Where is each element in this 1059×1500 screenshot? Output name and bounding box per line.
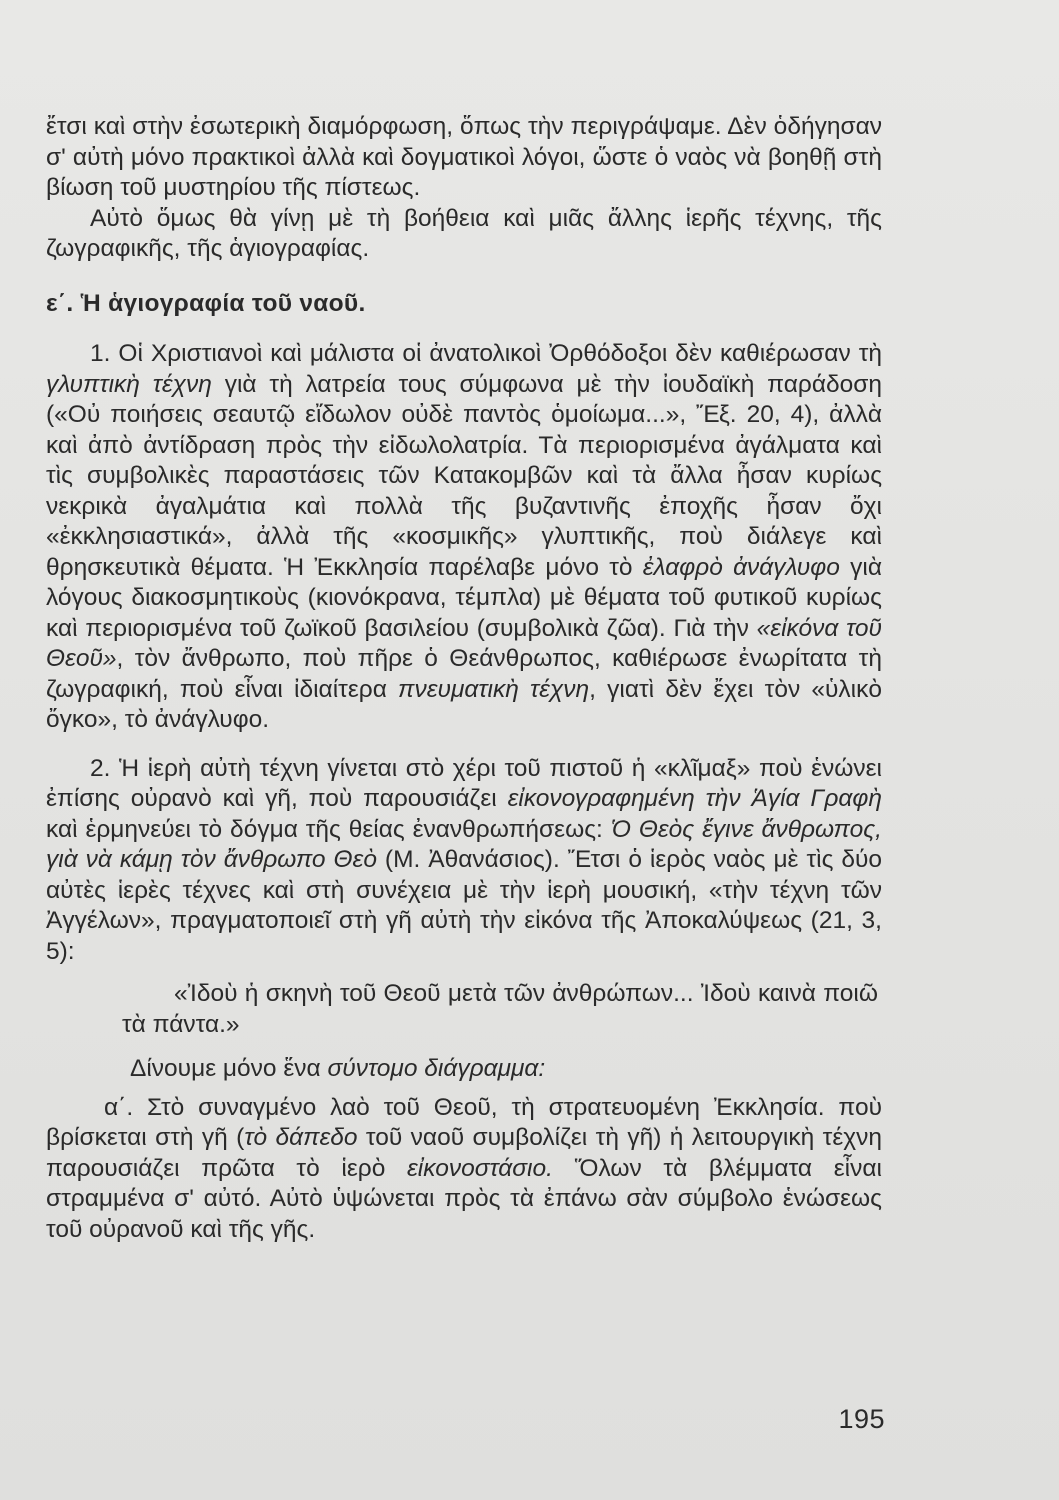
p3-text-2: καὶ ἑρμηνεύει τὸ δόγμα τῆς θείας ἐνανθρωπήσεως: — [46, 815, 611, 843]
diagram-intro — [46, 1054, 882, 1085]
paragraph-iconography-intro: Αὐτὸ ὅμως θὰ γίνῃ μὲ τὴ βοήθεια καὶ μιᾶς ἄλλης ἱερῆς τέχνης, τῆς ζωγραφικῆς, τῆς ἁγιογραφίας. — [46, 204, 882, 262]
scripture-quote: «Ἰδοὺ ἡ σκηνὴ τοῦ Θεοῦ μετὰ τῶν ἀνθρώπων... Ἰδοὺ καινὰ ποιῶ τὰ πάντα.» — [122, 980, 878, 1038]
p2-text-5: , γιατὶ δὲν ἔχει τὸν «ὑλικὸ ὄγκο», τὸ ἀνάγλυφο. — [46, 675, 882, 733]
diagram-item-a — [46, 1093, 882, 1246]
p3-emphasis-1: εἰκονογραφημένη τὴν Ἁγία Γραφὴ — [507, 785, 882, 812]
p3-text-1: 2. Ἡ ἱερὴ αὐτὴ τέχνη γίνεται στὸ χέρι τοῦ πιστοῦ ἡ «κλῖμαξ» ποὺ ἑνώνει ἐπίσης οὐρανὸ καὶ γῆ, ποὺ παρουσιάζει — [46, 754, 882, 812]
p2-text-1: 1. Οἱ Χριστιανοὶ καὶ μάλιστα οἱ ἀνατολικοὶ Ὀρθόδοξοι δὲν καθιέρωσαν τὴ — [90, 340, 882, 367]
p5-emphasis-1: τὸ δάπεδο — [244, 1124, 358, 1151]
text-column — [46, 112, 882, 1245]
page-number: 195 — [838, 1404, 885, 1434]
paragraph-1 — [46, 339, 882, 736]
paragraph-continuation: ἔτσι καὶ στὴν ἐσωτερικὴ διαμόρφωση, ὅπως τὴν περιγράψαμε. Δὲν ὁδήγησαν σ' αὐτὴ μόνο πρακτικοὶ ἀλλὰ καὶ δογματικοὶ λόγοι, ὥστε ὁ ναὸς νὰ βοηθῇ στὴ βίωση τοῦ μυστηρίου τῆς πίστεως. — [46, 113, 882, 201]
p2-text-2: γιὰ τὴ λατρεία τους σύμφωνα μὲ τὴν ἰουδαϊκὴ παράδοση («Οὐ ποιήσεις σεαυτῷ εἴδωλον οὐδὲ παντὸς ὁμοίωμα...», Ἔξ. 20, 4), ἀλλὰ καὶ ἀπὸ ἀντίδραση πρὸς τὴν εἰδωλολατρία. Τὰ περιορισμένα ἀγάλματα καὶ τὶς συμβολικὲς παραστάσεις τῶν Κατακομβῶν καὶ τὰ ἄλλα ἦσαν κυρίως νεκρικὰ ἀγαλμάτια καὶ πολλὰ τῆς βυζαντινῆς ἐποχῆς ἦσαν ὄχι «ἐκκλησιαστικά», ἀλλὰ τῆς «κοσμικῆς» γλυπτικῆς, ποὺ διάλεγε καὶ θρησκευτικὰ θέματα. Ἡ Ἐκκλησία παρέλαβε μόνο τὸ — [46, 370, 882, 581]
p3-emphasis-2: Ὁ Θεὸς ἔγινε ἄνθρωπος, γιὰ νὰ κάμῃ τὸν ἄνθρωπο Θεὸ — [46, 815, 882, 873]
p5-emphasis-2: εἰκονοστάσιο. — [407, 1154, 553, 1182]
p2-emphasis-4: πνευματικὴ τέχνη — [398, 675, 590, 703]
p2-emphasis-3: «εἰκόνα τοῦ Θεοῦ» — [46, 614, 882, 672]
p4-text-1: Δίνουμε μόνο ἕνα — [130, 1055, 328, 1082]
paragraph-2 — [46, 754, 882, 968]
p5-text-2: τοῦ ναοῦ συμβολίζει τὴ γῆ) ἡ λειτουργικὴ τέχνη παρουσιάζει πρῶτα τὸ ἱερὸ — [46, 1124, 882, 1182]
p2-emphasis-2: ἐλαφρὸ ἀνάγλυφο — [642, 553, 840, 581]
p5-text-3: Ὅλων τὰ βλέμματα εἶναι στραμμένα σ' αὐτό. Αὐτὸ ὑψώνεται πρὸς τὰ ἐπάνω σὰν σύμβολο ἑνώσεως τοῦ οὐρανοῦ καὶ τῆς γῆς. — [46, 1154, 882, 1243]
p2-emphasis-1: γλυπτικὴ τέχνη — [46, 370, 212, 398]
p2-text-3: γιὰ λόγους διακοσμητικοὺς (κιονόκρανα, τέμπλα) μὲ θέματα τοῦ φυτικοῦ κυρίως καὶ περιορισμένα τοῦ ζωϊκοῦ βασιλείου (συμβολικὰ ζῶα). Γιὰ τὴν — [46, 553, 882, 642]
p4-emphasis-1: σύντομο διάγραμμα: — [327, 1055, 546, 1082]
p2-text-4: , τὸν ἄνθρωπο, ποὺ πῆρε ὁ Θεάνθρωπος, καθιέρωσε ἐνωρίτατα τὴ ζωγραφική, ποὺ εἶναι ἰδιαίτερα — [46, 645, 882, 703]
p5-text-1: α΄. Στὸ συναγμένο λαὸ τοῦ Θεοῦ, τὴ στρατευομένη Ἐκκλησία. ποὺ βρίσκεται στὴ γῆ ( — [46, 1093, 882, 1151]
p3-text-3: (Μ. Ἀθανάσιος). Ἔτσι ὁ ἱερὸς ναὸς μὲ τὶς δύο αὐτὲς ἱερὲς τέχνες καὶ στὴ συνέχεια μὲ τὴν ἱερὴ μουσική, «τὴν τέχνη τῶν Ἀγγέλων», πραγματοποιεῖ στὴ γῆ αὐτὴ τὴν εἰκόνα τῆς Ἀποκαλύψεως (21, 3, 5): — [46, 846, 883, 965]
section-heading: ε΄. Ἡ ἁγιογραφία τοῦ ναοῦ. — [46, 289, 366, 317]
